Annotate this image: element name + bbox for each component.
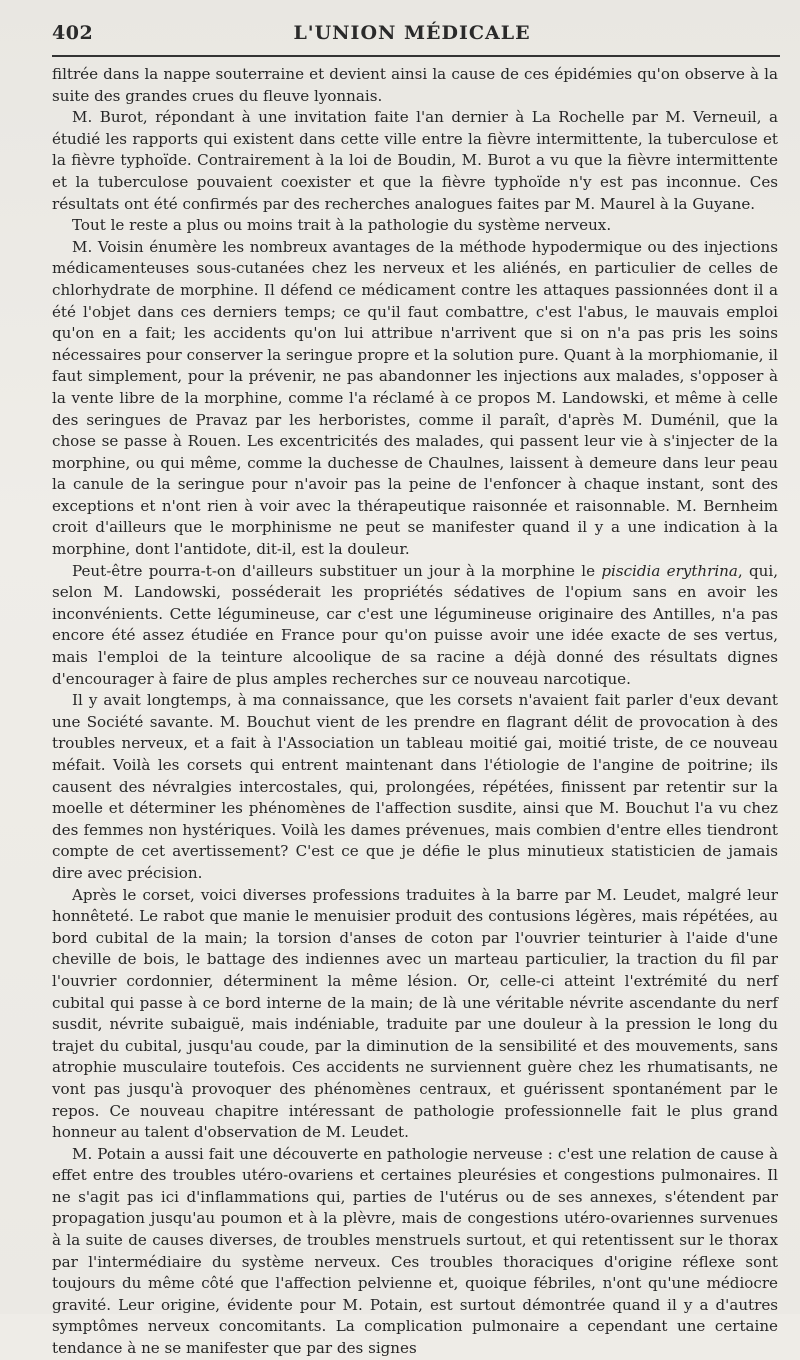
journal-title: L'UNION MÉDICALE: [293, 22, 531, 44]
paragraph-2: M. Burot, répondant à une invitation faite l'an dernier à La Rochelle par M. Verneuil, a étudié les rapports qui existent dans cette ville entre la fièvre intermittente, la tuberculose et la fièvre typhoïde. Contrairement à la loi de Boudin, M. Burot a vu que la fièvre intermittente et la tuberculose pouvaient coexister et que la fièvre typhoïde n'y est pas inconnue. Ces résultats ont été confirmés par des recherches analogues faites par M. Maurel à la Guyane.: [52, 108, 778, 213]
paragraph-7: Après le corset, voici diverses professions traduites à la barre par M. Leudet, malgré leur honnêteté. Le rabot que manie le menuisier produit des contusions légères, mais répétées, au bord cubital de la main; la torsion d'anses de coton par l'ouvrier teinturier à l'aide d'une cheville de bois, le battage des indiennes avec un marteau particulier, la traction du fil par l'ouvrier cordonnier, déterminent la même lésion. Or, celle-ci atteint l'extrémité du nerf cubital qui passe à ce bord interne de la main; de là une véritable névrite ascendante du nerf susdit, névrite subaiguë, mais indéniable, traduite par une douleur à la pression le long du trajet du cubital, jusqu'au coude, par la diminution de la sensibilité et des mouvements, sans atrophie musculaire toutefois. Ces accidents ne surviennent guère chez les rhumatisants, ne vont pas jusqu'à provoquer des phénomènes centraux, et guérissent spontanément par le repos. Ce nouveau chapitre intéressant de pathologie professionnelle fait le plus grand honneur au talent d'observation de M. Leudet.: [52, 885, 778, 1142]
paragraph-4: M. Voisin énumère les nombreux avantages de la méthode hypodermique ou des injections médicamenteuses sous-cutanées chez les nerveux et les aliénés, en particulier de celles de chlorhydrate de morphine. Il défend ce médicament contre les attaques passionnées dont il a été l'objet dans ces derniers temps; ce qu'il faut combattre, c'est l'abus, le mauvais emploi qu'on en a fait; les accidents qu'on lui attribue n'arrivent que si on n'a pas pris les soins nécessaires pour conserver la seringue propre et la solution pure. Quant à la morphiomanie, il faut simplement, pour la prévenir, ne pas abandonner les injections aux malades, s'opposer à la vente libre de la morphine, comme l'a réclamé à ce propos M. Landowski, et même à celle des seringues de Pravaz par les herboristes, comme il paraît, d'après M. Duménil, que la chose se passe à Rouen. Les excentricités des malades, qui passent leur vie à s'injecter de la morphine, ou qui même, comme la duchesse de Chaulnes, laissent à demeure dans leur peau la canule de la seringue pour n'avoir pas la peine de l'enfoncer à chaque instant, sont des exceptions et n'ont rien à voir avec la thérapeutique raisonnée et raisonnable. M. Bernheim croit d'ailleurs que le morphinisme ne peut se manifester quand il y a une indication à la morphine, dont l'antidote, dit-il, est la douleur.: [52, 237, 778, 559]
running-header: [52, 22, 772, 52]
paragraph-5: Peut-être pourra-t-on d'ailleurs substituer un jour à la morphine le piscidia erythrina, qui, selon M. Landowski, posséderait les propriétés sédatives de l'opium sans en avoir les inconvénients. Cette légumineuse, car c'est une légumineuse originaire des Antilles, n'a pas encore été assez étudiée en France pour qu'on puisse avoir une idée exacte de ses vertus, mais l'emploi de la teinture alcoolique de sa racine a déjà donné des résultats dignes d'encourager à faire de plus amples recherches sur ce nouveau narcotique.: [52, 561, 779, 688]
paragraph-8: M. Potain a aussi fait une découverte en pathologie nerveuse : c'est une relation de cause à effet entre des troubles utéro-ovariens et certaines pleurésies et congestions pulmonaires. Il ne s'agit pas ici d'inflammations qui, parties de l'utérus ou de ses annexes, s'étendent par propagation jusqu'au poumon et à la plèvre, mais de congestions utéro-ovariennes survenues à la suite de causes diverses, de troubles menstruels surtout, et qui retentissent sur le thorax par l'intermédiaire du système nerveux. Ces troubles thoraciques d'origine réflexe sont toujours du même côté que l'affection pelvienne et, quoique fébriles, n'ont qu'une médiocre gravité. Leur origine, évidente pour M. Potain, est surtout démontrée quand il y a d'autres symptômes nerveux concomitants. La complication pulmonaire a cependant une certaine tendance à ne se manifester que par des signes: [52, 1144, 778, 1358]
botanical-name: piscidia erythrina: [601, 561, 738, 580]
header-rule: [52, 55, 780, 57]
paragraph-6: Il y avait longtemps, à ma connaissance, que les corsets n'avaient fait parler d'eux devant une Société savante. M. Bouchut vient de les prendre en flagrant délit de provocation à des troubles nerveux, et a fait à l'Association un tableau moitié gai, moitié triste, de ce nouveau méfait. Voilà les corsets qui entrent maintenant dans l'étiologie de l'angine de poitrine; ils causent des névralgies intercostales, qui, prolongées, répétées, finissent par retentir sur la moelle et déterminer les phénomènes de l'affection susdite, ainsi que M. Bouchut l'a vu chez des femmes non hystériques. Voilà les dames prévenues, mais combien d'entre elles tiendront compte de cet avertissement? C'est ce que je défie le plus minutieux statisticien de jamais dire avec précision.: [52, 691, 778, 882]
article-body: [52, 64, 778, 1360]
paragraph-3: Tout le reste a plus ou moins trait à la pathologie du système nerveux.: [72, 216, 612, 235]
page-number: 402: [52, 22, 94, 44]
paragraph-1: filtrée dans la nappe souterraine et devient ainsi la cause de ces épidémies qu'on observe à la suite des grandes crues du fleuve lyonnais.: [52, 65, 778, 105]
